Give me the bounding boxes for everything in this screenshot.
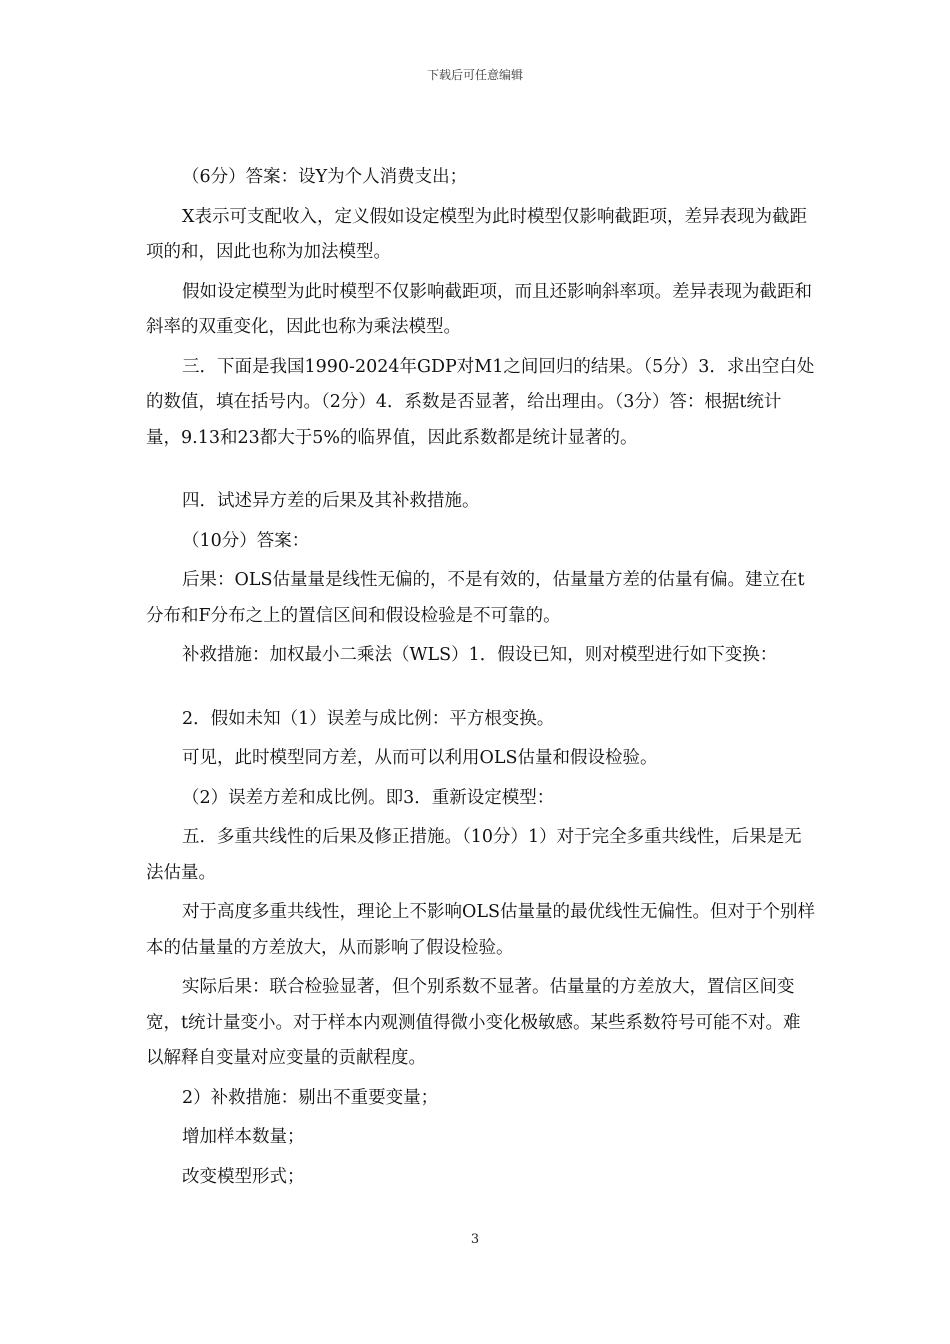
paragraph: （6分）答案：设Y为个人消费支出； [182, 167, 468, 187]
paragraph: 假如设定模型为此时模型不仅影响截距项，而且还影响斜率项。差异表现为截距和斜率的双重变化，因此也称为乘法模型。 [146, 281, 812, 337]
paragraph: （10分）答案： [182, 530, 310, 551]
page-header: 下载后可任意编辑 [426, 68, 523, 82]
section-heading: 四．试述异方差的后果及其补救措施。 [182, 491, 480, 511]
paragraph: X表示可支配收入，定义假如设定模型为此时模型仅影响截距项，差异表现为截距项的和，因此也称为加法模型。 [146, 206, 807, 262]
paragraph: 对于高度多重共线性，理论上不影响OLS估量量的最优线性无偏性。但对于个别样本的估量量的方差放大，从而影响了假设检验。 [146, 902, 815, 958]
section-heading: 五．多重共线性的后果及修正措施。（10分）1）对于完全多重共线性，后果是无法估量。 [146, 827, 802, 883]
paragraph: 补救措施：加权最小二乘法（WLS）1．假设已知，则对模型进行如下变换： [182, 645, 778, 665]
paragraph: 改变模型形式； [182, 1166, 305, 1187]
document-body [146, 160, 816, 1199]
paragraph: 可见，此时模型同方差，从而可以利用OLS估量和假设检验。 [182, 748, 658, 768]
paragraph: 实际后果：联合检验显著，但个别系数不显著。估量量的方差放大，置信区间变宽，t统计量变小。对于样本内观测值得微小变化极敏感。某些系数符号可能不对。难以解释自变量对应变量的贡献程度。 [146, 977, 801, 1068]
paragraph: 2）补救措施：剔出不重要变量； [182, 1087, 439, 1108]
paragraph: 三．下面是我国1990-2024年GDP对M1之间回归的结果。（5分）3．求出空白处的数值，填在括号内。（2分）4．系数是否显著，给出理由。（3分）答：根据t统计量，9.13和23都大于5%的临界值，因此系数都是统计显著的。 [146, 356, 815, 448]
page-number: 3 [470, 1232, 480, 1247]
paragraph: 2．假如未知（1）误差与成比例：平方根变换。 [182, 708, 555, 729]
paragraph: （2）误差方差和成比例。即3．重新设定模型： [182, 787, 555, 808]
paragraph: 增加样本数量； [182, 1127, 305, 1147]
paragraph: 后果：OLS估量量是线性无偏的，不是有效的，估量量方差的估量有偏。建立在t分布和F分布之上的置信区间和假设检验是不可靠的。 [146, 570, 805, 626]
